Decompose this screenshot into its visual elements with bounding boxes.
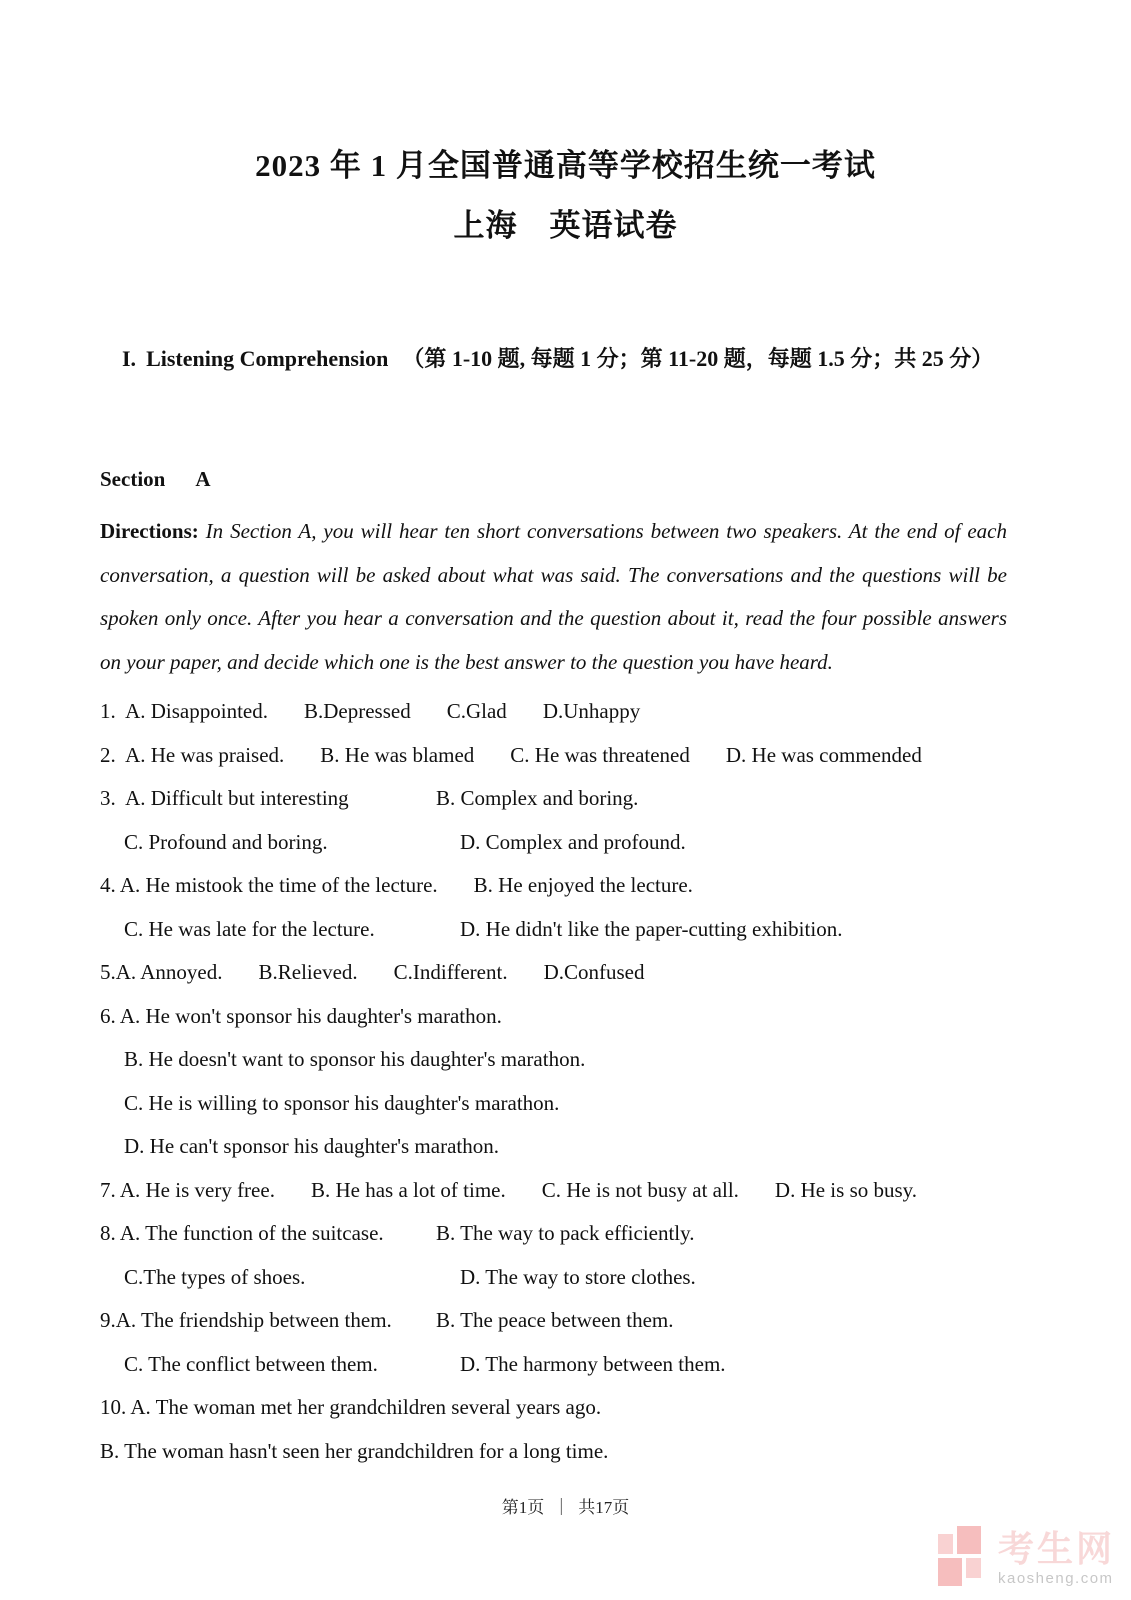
watermark-brand-cn: 考生网 [997, 1528, 1115, 1569]
logo-block [938, 1534, 953, 1554]
question-line [100, 1038, 1031, 1082]
question-option: B. The peace between them. [436, 1308, 674, 1332]
question-option: 5.A. Annoyed. [100, 960, 223, 984]
question-option: 1. A. Disappointed. [100, 699, 268, 723]
directions-paragraph [100, 510, 1007, 684]
question-line [100, 1386, 1031, 1430]
question-line [100, 1212, 1031, 1256]
question-option: B. He has a lot of time. [310, 1177, 506, 1202]
kaosheng-watermark [938, 1526, 1115, 1588]
question-option: C. He was late for the lecture. [124, 916, 375, 941]
question-line [100, 734, 1031, 778]
kaosheng-logo-icon [938, 1526, 984, 1588]
question-option: B. He doesn't want to sponsor his daughter's marathon. [124, 1047, 586, 1071]
question-line [100, 951, 1031, 995]
question-option: D. The way to store clothes. [460, 1264, 696, 1289]
question-option: D. The harmony between them. [460, 1351, 726, 1376]
question-option: C.Indifferent. [393, 960, 508, 984]
question-option: 2. A. He was praised. [100, 742, 285, 767]
directions-text: In Section A, you will hear ten short conversations between two speakers. At the end of each conversation, a question will be asked about what was said. The conversations and the questions will be spoken only once. After you hear a conversation and the question about it, read the four possible answers on your paper, and decide which one is the best answer to the question you have heard. [100, 519, 1008, 674]
question-line [100, 1125, 1031, 1169]
question-line [100, 1343, 1031, 1387]
question-option: 8. A. The function of the suitcase. [100, 1221, 384, 1245]
question-option: D. He was commended [725, 742, 922, 767]
question-line [100, 1169, 1031, 1213]
question-option: 10. A. The woman met her grandchildren several years ago. [100, 1395, 602, 1419]
question-option: B.Depressed [304, 699, 411, 723]
question-line [100, 777, 1031, 821]
question-line [100, 995, 1031, 1039]
question-option: 4. A. He mistook the time of the lecture. [100, 873, 438, 897]
question-option: B. The way to pack efficiently. [436, 1221, 695, 1245]
logo-block [957, 1526, 981, 1554]
question-line [100, 1299, 1031, 1343]
part-title: Listening Comprehension [146, 346, 389, 371]
question-option: C.Glad [446, 699, 507, 723]
question-option: 6. A. He won't sponsor his daughter's marathon. [100, 1003, 502, 1028]
question-option: C. Profound and boring. [124, 829, 328, 854]
part-heading [100, 314, 1031, 404]
question-option: 3. A. Difficult but interesting [100, 786, 349, 810]
question-option: B. The woman hasn't seen her grandchildren for a long time. [100, 1438, 609, 1463]
question-option: 7. A. He is very free. [100, 1177, 275, 1202]
question-option: C. He was threatened [510, 742, 690, 767]
question-option: C. He is willing to sponsor his daughter's marathon. [124, 1090, 560, 1115]
question-option: D.Unhappy [542, 699, 641, 723]
part-numeral: I. [122, 346, 137, 371]
section-letter: A [195, 467, 211, 491]
question-option: B.Relieved. [258, 960, 358, 984]
question-option: B. He enjoyed the lecture. [473, 873, 693, 897]
question-line [100, 908, 1031, 952]
question-option: D. Complex and profound. [460, 829, 686, 854]
question-option: 9.A. The friendship between them. [100, 1308, 392, 1332]
question-option: D. He is so busy. [774, 1177, 918, 1202]
question-line [100, 1082, 1031, 1126]
question-option: B. Complex and boring. [436, 786, 639, 810]
question-line [100, 1430, 1031, 1474]
part-scoring: （第 1-10 题, 每题 1 分；第 11-20 题，每题 1.5 分；共 25 分） [402, 346, 994, 371]
exam-title-line2: 上海 英语试卷 [453, 208, 678, 243]
question-option: C.The types of shoes. [124, 1264, 306, 1289]
directions-label: Directions: [100, 519, 199, 543]
page-footer: 第1页 ｜ 共17页 [501, 1498, 630, 1517]
question-line [100, 690, 1031, 734]
section-a-heading [100, 464, 1031, 494]
watermark-text [997, 1528, 1115, 1588]
question-option: C. The conflict between them. [124, 1351, 378, 1376]
question-line [100, 864, 1031, 908]
watermark-brand-domain: kaosheng.com [997, 1570, 1114, 1587]
logo-block [966, 1558, 981, 1578]
question-option: D.Confused [543, 960, 645, 984]
question-line [100, 821, 1031, 865]
question-option: D. He didn't like the paper-cutting exhibition. [460, 916, 843, 941]
section-label: Section [100, 467, 166, 491]
question-list [100, 690, 1031, 1473]
question-option: B. He was blamed [320, 742, 475, 767]
exam-title-line1: 2023 年 1 月全国普通高等学校招生统一考试 [255, 148, 876, 183]
logo-block [938, 1558, 962, 1586]
question-option: D. He can't sponsor his daughter's marathon. [124, 1134, 499, 1158]
question-option: C. He is not busy at all. [541, 1177, 739, 1202]
question-line [100, 1256, 1031, 1300]
